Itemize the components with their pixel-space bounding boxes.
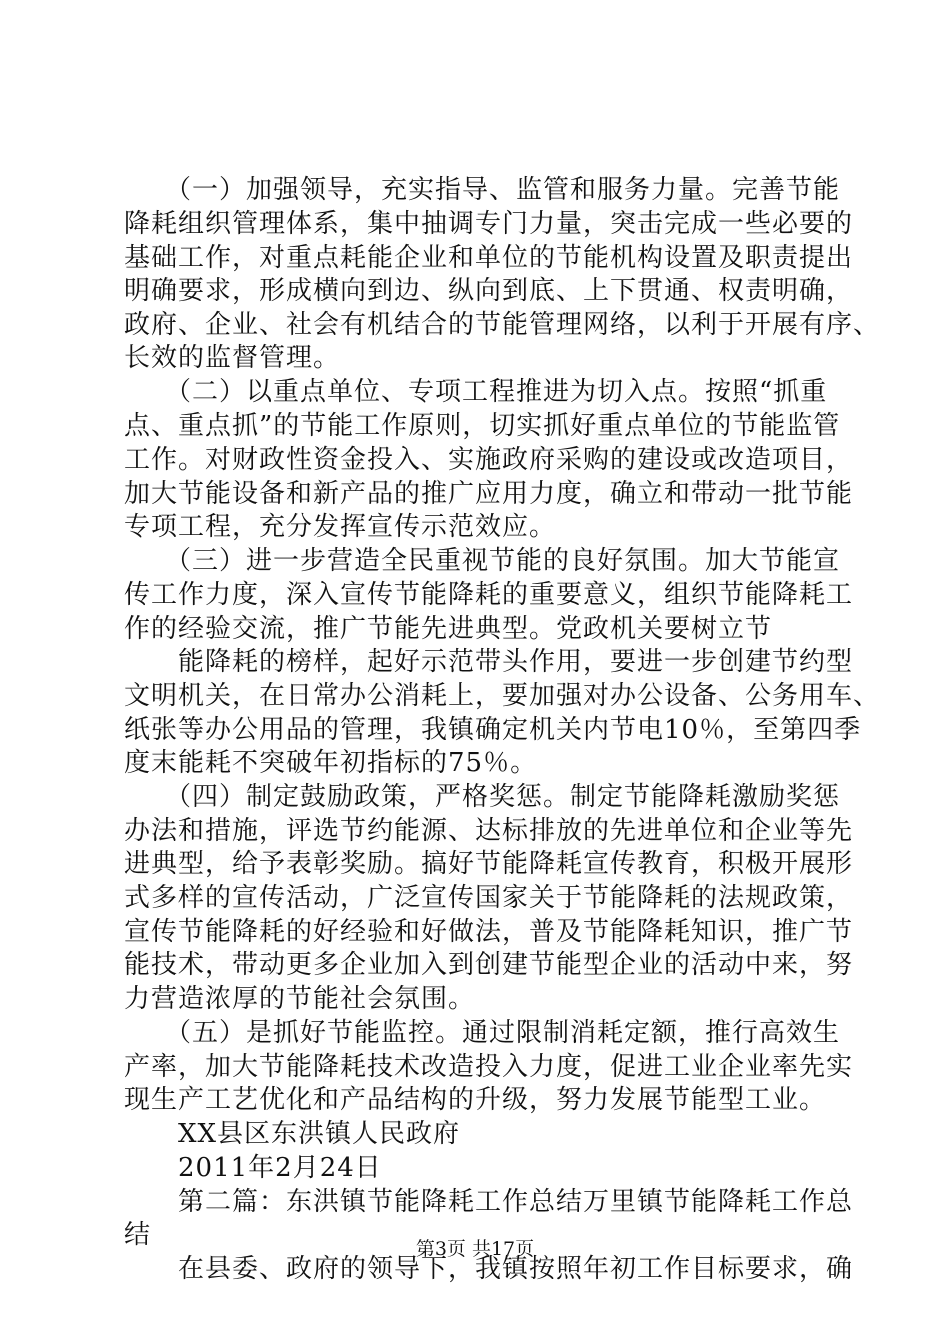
text-line: 2011年2月24日 xyxy=(124,1153,382,1183)
text-line: 结 xyxy=(124,1220,152,1250)
text-line: 能降耗的榜样，起好示范带头作用，要进一步创建节约型 xyxy=(124,647,854,677)
text-line: 文明机关，在日常办公消耗上，要加强对办公设备、公务用车、 xyxy=(124,681,881,711)
text-line: 纸张等办公用品的管理，我镇确定机关内节电10％，至第四季 xyxy=(124,715,862,745)
text-line: 点、重点抓”的节能工作原则，切实抓好重点单位的节能监管 xyxy=(124,411,841,441)
text-line: 加大节能设备和新产品的推广应用力度，确立和带动一批节能 xyxy=(124,479,854,509)
text-line: 工作。对财政性资金投入、实施政府采购的建设或改造项目， xyxy=(124,445,854,475)
text-line: 专项工程，充分发挥宣传示范效应。 xyxy=(124,512,557,542)
text-line: 现生产工艺优化和产品结构的升级，努力发展节能型工业。 xyxy=(124,1085,827,1115)
text-line: 进典型，给予表彰奖励。搞好节能降耗宣传教育，积极开展形 xyxy=(124,849,854,879)
text-line: （四）制定鼓励政策，严格奖惩。制定节能降耗激励奖惩 xyxy=(124,782,841,812)
text-line: （一）加强领导，充实指导、监管和服务力量。完善节能 xyxy=(124,175,841,205)
text-line: 明确要求，形成横向到边、纵向到底、上下贯通、权责明确， xyxy=(124,276,854,306)
text-line: 第二篇：东洪镇节能降耗工作总结万里镇节能降耗工作总 xyxy=(124,1187,854,1217)
text-line: 传工作力度，深入宣传节能降耗的重要意义，组织节能降耗工 xyxy=(124,580,854,610)
text-line: 长效的监督管理。 xyxy=(124,343,341,373)
text-line: 度末能耗不突破年初指标的75％。 xyxy=(124,748,538,778)
text-line: 能技术，带动更多企业加入到创建节能型企业的活动中来，努 xyxy=(124,950,854,980)
text-line: 式多样的宣传活动，广泛宣传国家关于节能降耗的法规政策， xyxy=(124,883,854,913)
text-line: XX县区东洪镇人民政府 xyxy=(124,1119,461,1149)
text-line: 宣传节能降耗的好经验和好做法，普及节能降耗知识，推广节 xyxy=(124,917,854,947)
text-line: 力营造浓厚的节能社会氛围。 xyxy=(124,984,476,1014)
text-line: 在县委、政府的领导下，我镇按照年初工作目标要求，确 xyxy=(124,1254,854,1284)
text-line: 政府、企业、社会有机结合的节能管理网络，以利于开展有序、 xyxy=(124,310,881,340)
text-line: 降耗组织管理体系，集中抽调专门力量，突击完成一些必要的 xyxy=(124,209,854,239)
text-line: 办法和措施，评选节约能源、达标排放的先进单位和企业等先 xyxy=(124,816,854,846)
text-line: （五）是抓好节能监控。通过限制消耗定额，推行高效生 xyxy=(124,1018,841,1048)
text-line: 产率，加大节能降耗技术改造投入力度，促进工业企业率先实 xyxy=(124,1052,854,1082)
text-line: （二）以重点单位、专项工程推进为切入点。按照“抓重 xyxy=(124,377,828,407)
text-line: 作的经验交流，推广节能先进典型。党政机关要树立节 xyxy=(124,614,773,644)
page-footer: 第3页 共17页 xyxy=(415,1238,535,1260)
text-line: 基础工作，对重点耗能企业和单位的节能机构设置及职责提出 xyxy=(124,243,854,273)
text-line: （三）进一步营造全民重视节能的良好氛围。加大节能宣 xyxy=(124,546,841,576)
